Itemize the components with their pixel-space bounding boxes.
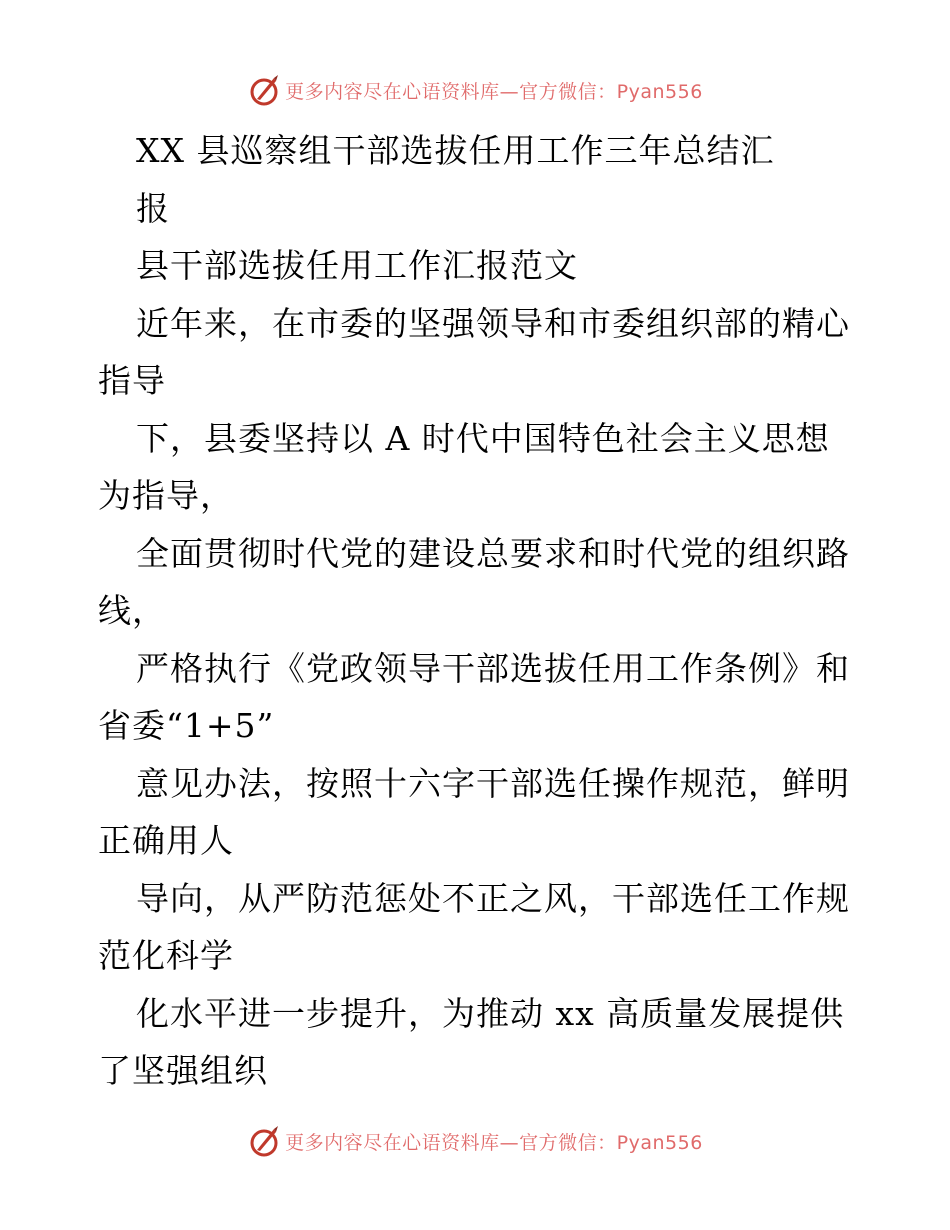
footer-watermark: [0, 1121, 950, 1161]
document-line: 省委“1+5”: [98, 706, 275, 745]
watermark-text: 更多内容尽在心语资料库—官方微信：Pyan556: [285, 1131, 703, 1154]
document-line: 线，: [98, 591, 166, 630]
document-line: 范化科学: [98, 936, 234, 975]
document-line: 意见办法，按照十六字干部选任操作规范，鲜明: [136, 763, 850, 803]
header-watermark: [0, 70, 950, 110]
document-body: [98, 122, 854, 1100]
document-line: 严格执行《党政领导干部选拔任用工作条例》和: [136, 648, 850, 688]
document-line: 了坚强组织: [98, 1051, 268, 1090]
quill-logo-icon: [247, 73, 281, 107]
document-line: 为指导，: [98, 476, 234, 515]
watermark-text: 更多内容尽在心语资料库—官方微信：Pyan556: [285, 80, 703, 103]
document-line: 化水平进一步提升，为推动 xx 高质量发展提供: [136, 993, 845, 1033]
document-line: XX 县巡察组干部选拔任用工作三年总结汇: [136, 131, 775, 170]
document-line: 指导: [98, 361, 166, 400]
document-line: 导向，从严防范惩处不正之风，干部选任工作规: [136, 878, 850, 918]
document-line: 报: [136, 188, 170, 228]
document-line: 正确用人: [98, 821, 234, 860]
document-line: 近年来，在市委的坚强领导和市委组织部的精心: [136, 303, 850, 343]
document-line: 县干部选拔任用工作汇报范文: [136, 246, 578, 285]
quill-logo-icon: [247, 1124, 281, 1158]
document-line: 全面贯彻时代党的建设总要求和时代党的组织路: [136, 533, 850, 573]
document-line: 下，县委坚持以 A 时代中国特色社会主义思想: [136, 418, 830, 458]
